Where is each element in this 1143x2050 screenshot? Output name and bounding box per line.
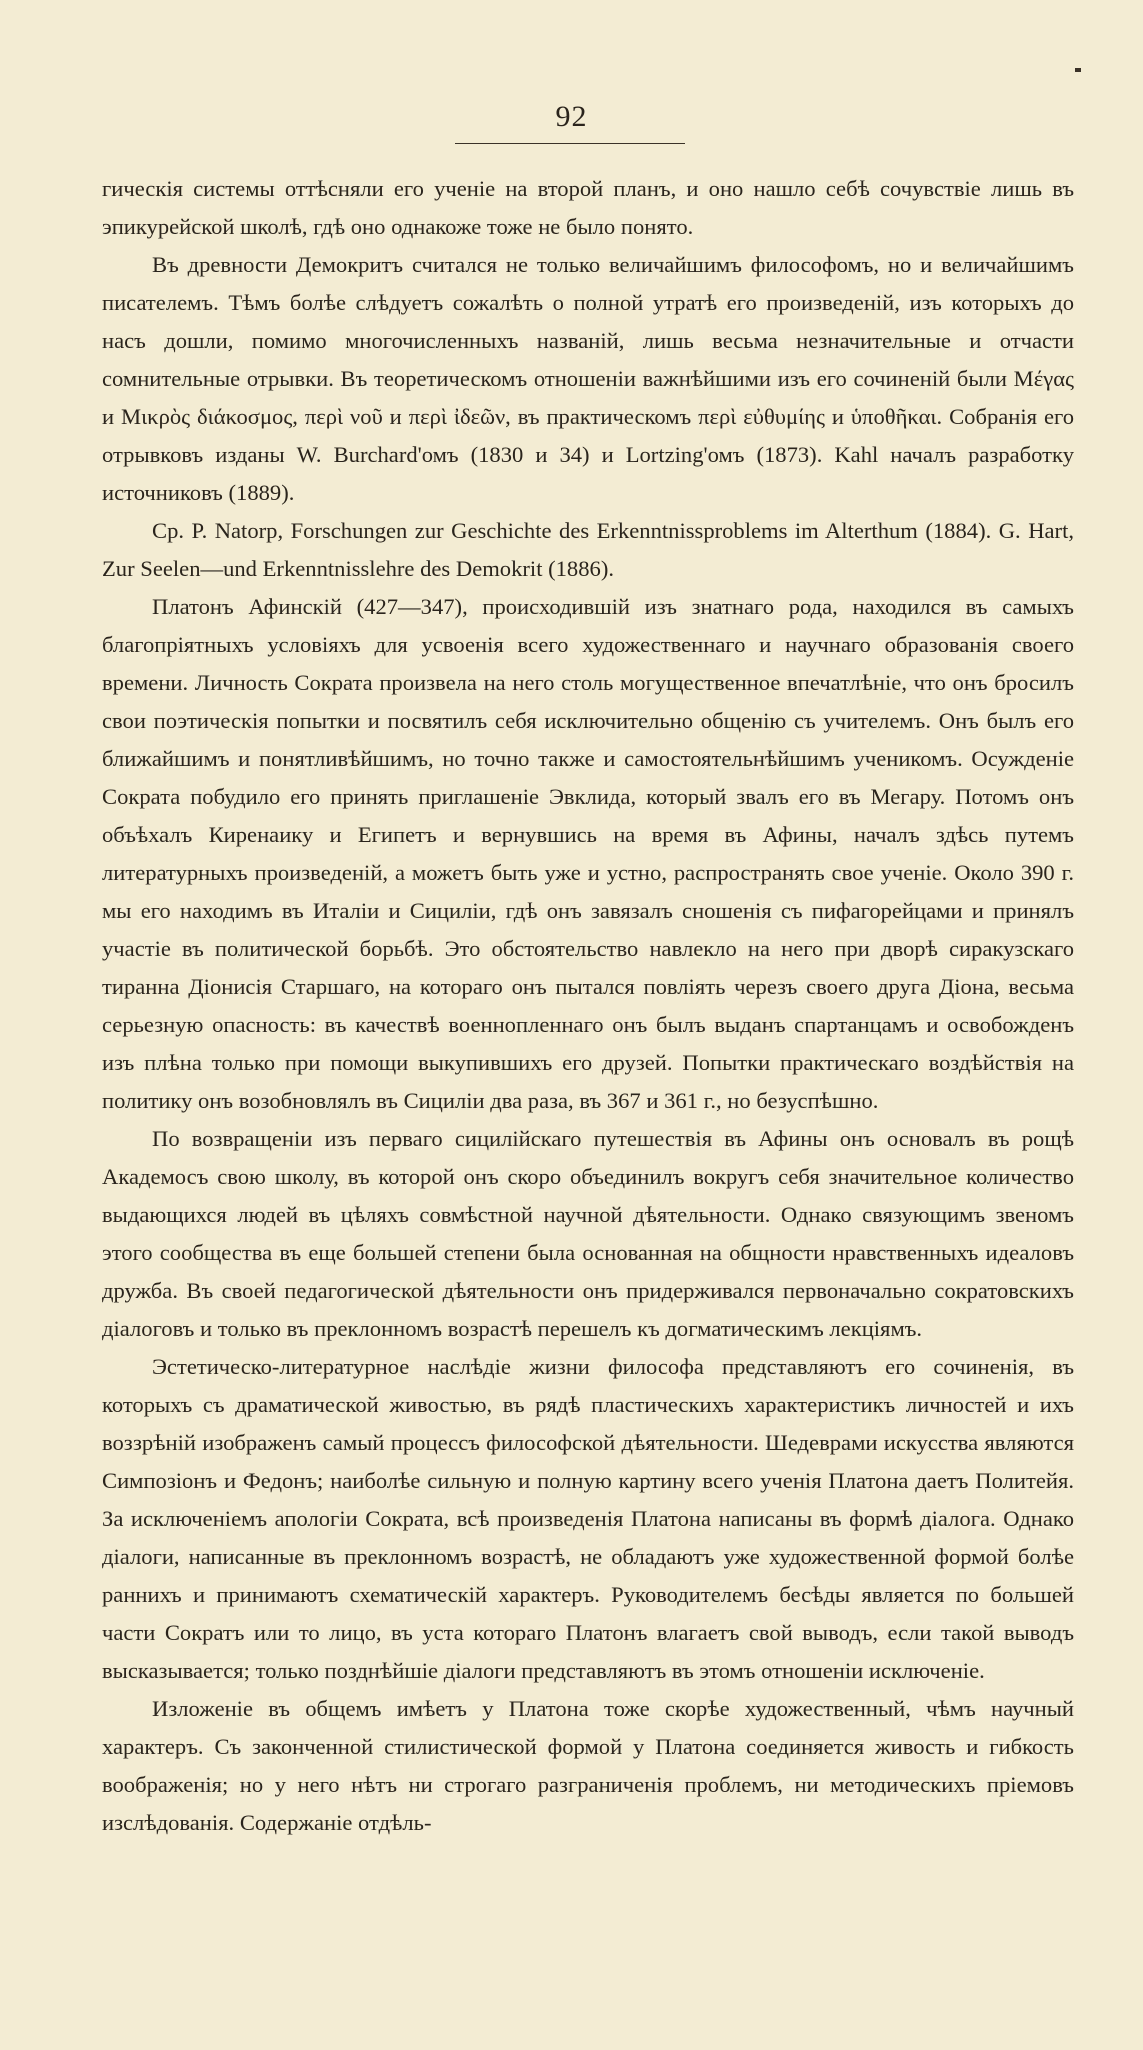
paragraph: Платонъ Афинскій (427—347), происходившій изъ знатнаго рода, находился въ самыхъ благопріятныхъ условіяхъ для усвоенія всего художественнаго и научнаго образованія своего времени. Личность Сократа произвела на него столь могущественное впечатлѣніе, что онъ бросилъ свои поэтическія попытки и посвятилъ себя исключительно общенію съ учителемъ. Онъ былъ его ближайшимъ и понятливѣйшимъ, но точно также и самостоятельнѣйшимъ ученикомъ. Осужденіе Сократа побудило его принять приглашеніе Эвклида, который звалъ его въ Мегару. Потомъ онъ объѣхалъ Киренаику и Египетъ и вернувшись на время въ Афины, началъ здѣсь путемъ литературныхъ произведеній, а можетъ быть уже и устно, распространять свое ученіе. Около 390 г. мы его находимъ въ Италіи и Сициліи, гдѣ онъ завязалъ сношенія съ пифагорейцами и принялъ участіе въ политической борьбѣ. Это обстоятельство навлекло на него при дворѣ сиракузскаго тиранна Діонисія Старшаго, на котораго онъ пытался повліять черезъ своего друга Діона, весьма серьезную опасность: въ качествѣ военнопленнаго онъ былъ выданъ спартанцамъ и освобожденъ изъ плѣна только при помощи выкупившихъ его друзей. Попытки практическаго воздѣйствія на политику онъ возобновлялъ въ Сициліи два раза, въ 367 и 361 г., но безуспѣшно. xyxy=(102,594,1074,1113)
paragraph: гическія системы оттѣсняли его ученіе на второй планъ, и оно нашло себѣ сочувствіе лишь въ эпикурейской школѣ, гдѣ оно однакоже тоже не было понято. xyxy=(102,176,1074,239)
paragraph: Изложеніе въ общемъ имѣетъ у Платона тоже скорѣе художественный, чѣмъ научный характеръ. Съ законченной стилистической формой у Платона соединяется живость и гибкость воображенія; но у него нѣтъ ни строгаго разграниченія проблемъ, ни методическихъ пріемовъ изслѣдованія. Содержаніе отдѣль- xyxy=(102,1696,1074,1835)
body-text xyxy=(102,170,1074,1842)
header-rule xyxy=(455,143,685,144)
paragraph: Эстетическо-литературное наслѣдіе жизни философа представляютъ его сочиненія, въ которыхъ съ драматической живостью, въ рядѣ пластическихъ характеристикъ личностей и ихъ воззрѣній изображенъ самый процессъ философской дѣятельности. Шедеврами искусства являются Симпозіонъ и Федонъ; наиболѣе сильную и полную картину всего ученія Платона даетъ Политейя. За исключеніемъ апологіи Сократа, всѣ произведенія Платона написаны въ формѣ діалога. Однако діалоги, написанные въ преклонномъ возрастѣ, не обладаютъ уже художественной формой болѣе раннихъ и принимаютъ схематическій характеръ. Руководителемъ бесѣды является по большей части Сократъ или то лицо, въ уста котораго Платонъ влагаетъ свой выводъ, если такой выводъ высказывается; только позднѣйшіе діалоги представляютъ въ этомъ отношеніи исключеніе. xyxy=(102,1354,1074,1683)
paragraph-reference: Ср. P. Natorp, Forschungen zur Geschichte des Erkenntnissproblems im Alterthum (1884). G. Hart, Zur Seelen—und Erkenntnisslehre des Demokrit (1886). xyxy=(102,518,1074,581)
page-number: 92 xyxy=(555,100,588,133)
paragraph: По возвращеніи изъ перваго сицилійскаго путешествія въ Афины онъ основалъ въ рощѣ Академосъ свою школу, въ которой онъ скоро объединилъ вокругъ себя значительное количество выдающихся людей въ цѣляхъ совмѣстной научной дѣятельности. Однако связующимъ звеномъ этого сообщества въ еще большей степени была основанная на общности нравственныхъ идеаловъ дружба. Въ своей педагогической дѣятельности онъ придерживался первоначально сократовскихъ діалоговъ и только въ преклонномъ возрастѣ перешелъ къ догматическимъ лекціямъ. xyxy=(102,1126,1074,1341)
paragraph: Въ древности Демокритъ считался не только величайшимъ философомъ, но и величайшимъ писателемъ. Тѣмъ болѣе слѣдуетъ сожалѣть о полной утратѣ его произведеній, изъ которыхъ до насъ дошли, помимо многочисленныхъ названій, лишь весьма незначительные и отчасти сомнительные отрывки. Въ теоретическомъ отношеніи важнѣйшими изъ его сочиненій были Μέγας и Μικρὸς διάκοσμος, περὶ νοῦ и περὶ ἰδεῶν, въ практическомъ περὶ εὐθυμίης и ὑποθῆκαι. Собранія его отрывковъ изданы W. Burchard'омъ (1830 и 34) и Lortzing'омъ (1873). Kahl началъ разработку источниковъ (1889). xyxy=(102,252,1074,505)
print-speck xyxy=(1075,68,1081,72)
